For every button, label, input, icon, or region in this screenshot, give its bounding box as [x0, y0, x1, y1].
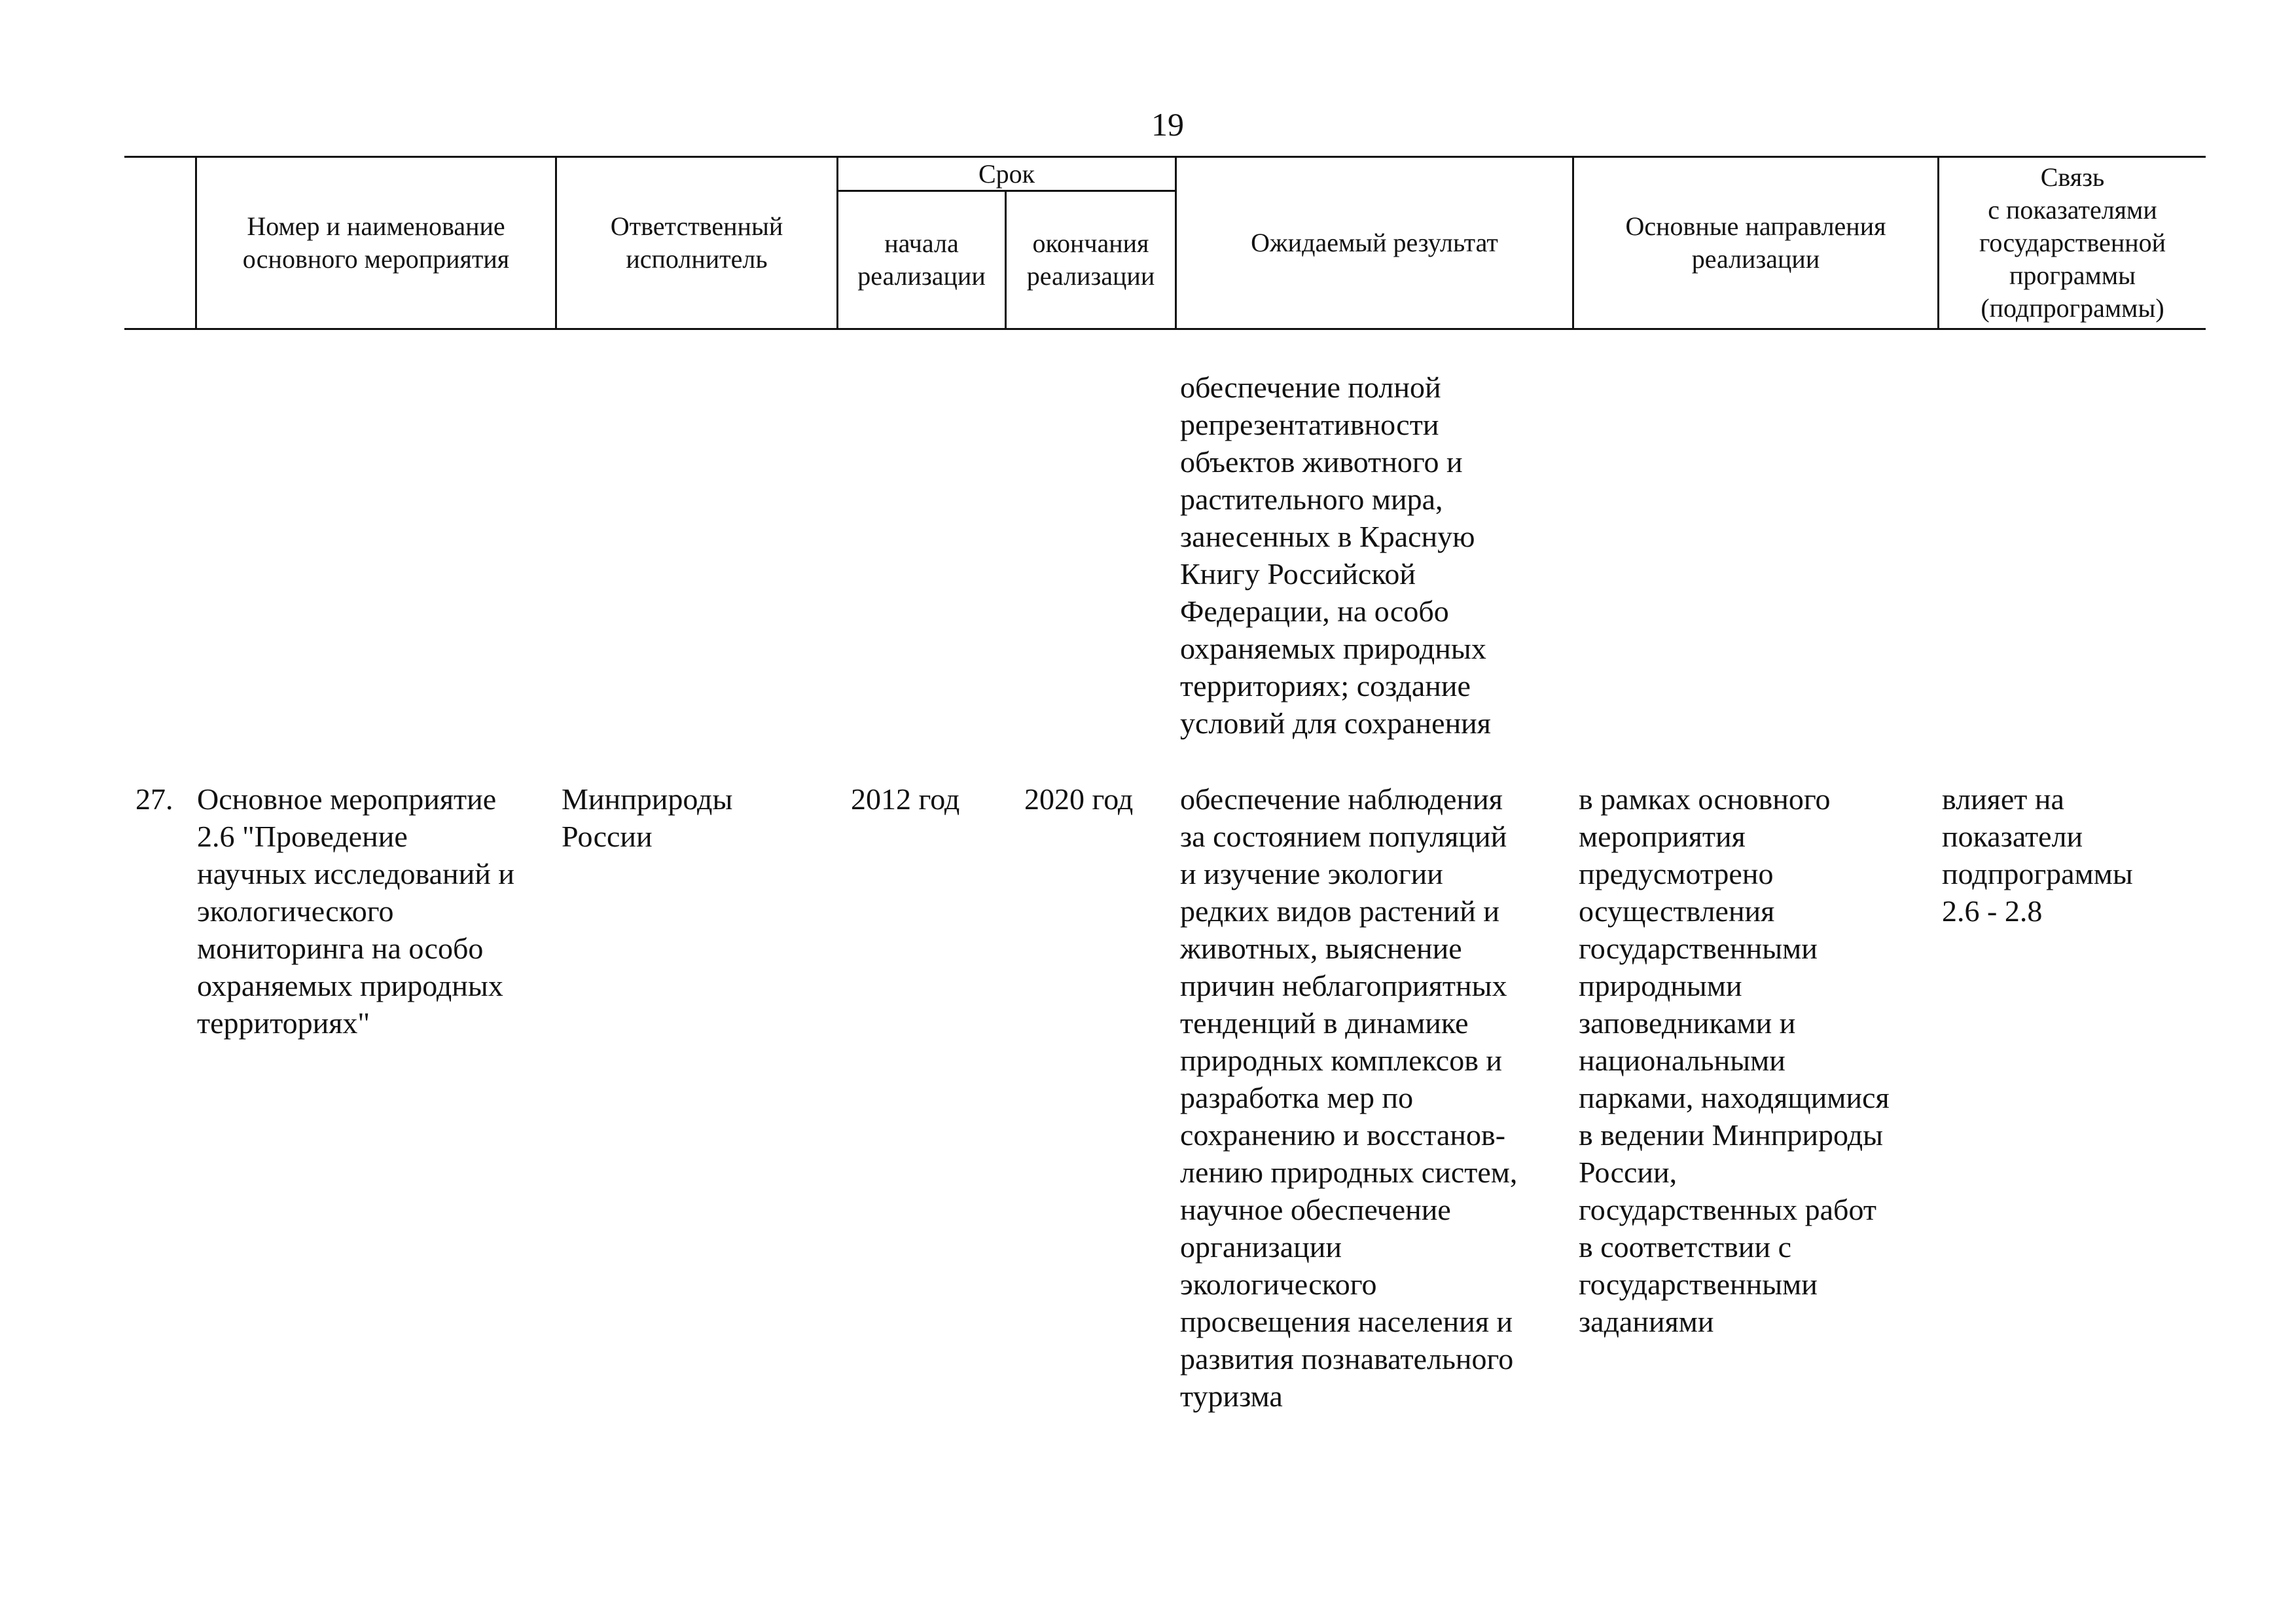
row-number: 27.: [135, 782, 173, 816]
row-end: 2020 год: [1024, 782, 1134, 816]
header-result: [1177, 158, 1572, 328]
row-executor: Минприроды России: [562, 782, 733, 853]
row-link: влияет на показатели подпрограммы 2.6 - 2.8: [1942, 782, 2133, 928]
header-name-label: Номер и наименование основного мероприятия: [242, 211, 510, 274]
header-executor-label: Ответственный исполнитель: [610, 211, 783, 274]
header-name: [197, 158, 555, 328]
header-bottom-rule: [124, 328, 2206, 330]
header-executor: [557, 158, 836, 328]
header-link-label: Связь с показателями государственной программы (подпрограммы): [1979, 162, 2166, 323]
header-directions-label: Основные направления реализации: [1625, 211, 1886, 274]
table-header: [124, 156, 2206, 330]
header-link: [1939, 158, 2206, 328]
header-end-label: окончания реализации: [1026, 228, 1155, 291]
header-term-label: Срок: [978, 158, 1035, 189]
header-end: [1007, 192, 1175, 328]
row-start: 2012 год: [851, 782, 960, 816]
continuation-result-text: обеспечение полной репрезентативности объектов животного и растительного мира, занесенных в Красную Книгу Российской Федерации, на особо охраняемых природных территориях; создание условий для сохранения: [1180, 371, 1491, 740]
row-result: обеспечение наблюдения за состоянием популяций и изучение экологии редких видов растений и животных, выяснение причин неблагоприятных тенденций в динамике природных комплексов и разработка мер по сохранению и восстанов- лению природных систем, научное обеспечение организации экологического просвещения населения и развития познавательного туризма: [1180, 782, 1518, 1413]
page-number: 19: [1151, 106, 1184, 143]
header-start-label: начала реализации: [857, 228, 986, 291]
row-name: Основное мероприятие 2.6 "Проведение научных исследований и экологического мониторинга на особо охраняемых природных территориях": [197, 782, 514, 1040]
header-result-label: Ожидаемый результат: [1251, 228, 1498, 257]
row-directions: в рамках основного мероприятия предусмотрено осуществления государственными природными заповедниками и национальными парками, находящимися в ведении Минприроды России, государственных работ в соответствии с государственными заданиями: [1579, 782, 1890, 1338]
header-term: [838, 158, 1175, 190]
header-directions: [1574, 158, 1937, 328]
header-start: [838, 192, 1005, 328]
